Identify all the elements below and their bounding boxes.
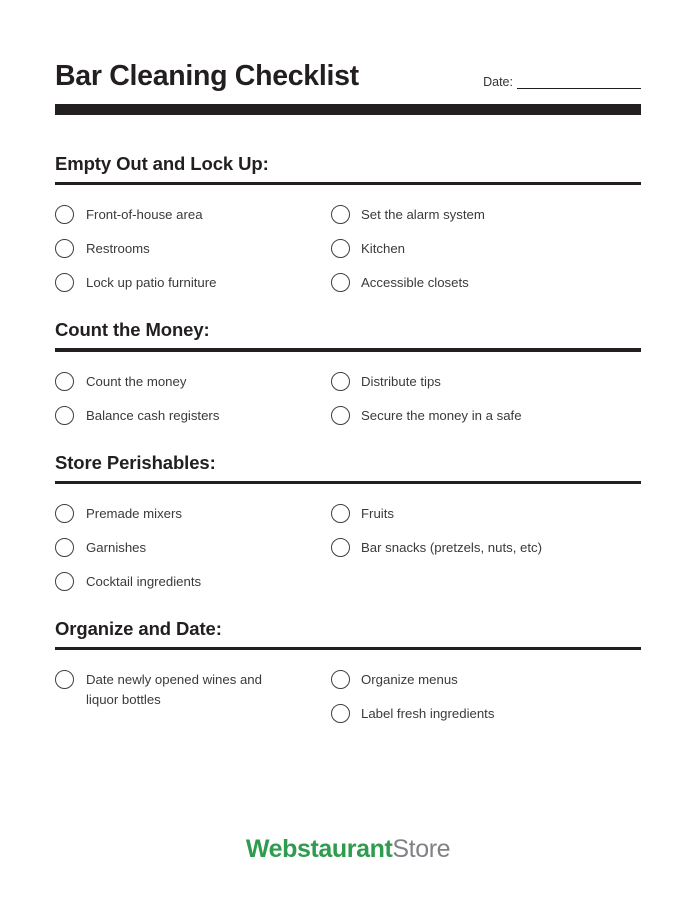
checkbox-circle-icon[interactable] [331, 504, 350, 523]
date-label: Date: [483, 75, 513, 90]
checklist-item[interactable] [55, 273, 331, 292]
section-body [55, 670, 641, 723]
sections-container [0, 153, 696, 724]
checklist-section [55, 618, 641, 723]
date-field-group [483, 76, 641, 92]
section-body [55, 504, 641, 591]
checklist-item[interactable] [55, 406, 331, 425]
checkbox-circle-icon[interactable] [331, 205, 350, 224]
checklist-item-label: Label fresh ingredients [361, 706, 495, 722]
checklist-item-label: Organize menus [361, 672, 458, 688]
checkbox-circle-icon[interactable] [55, 538, 74, 557]
checkbox-circle-icon[interactable] [55, 273, 74, 292]
section-title: Count the Money: [55, 319, 210, 341]
checklist-item[interactable] [331, 239, 641, 258]
checklist-item[interactable] [331, 205, 641, 224]
checklist-item[interactable] [331, 406, 641, 425]
logo-secondary-text: Store [392, 835, 451, 863]
checklist-item-label: Restrooms [86, 241, 150, 257]
checklist-item[interactable] [331, 538, 641, 558]
checklist-column-right [331, 205, 641, 292]
checklist-item-label: Secure the money in a safe [361, 407, 522, 423]
section-body [55, 205, 641, 292]
section-divider [55, 481, 641, 484]
checkbox-circle-icon[interactable] [331, 704, 350, 723]
checkbox-circle-icon[interactable] [331, 372, 350, 391]
section-divider [55, 182, 641, 185]
section-divider [55, 348, 641, 351]
checklist-item[interactable] [331, 273, 641, 292]
checkbox-circle-icon[interactable] [55, 572, 74, 591]
checkbox-circle-icon[interactable] [331, 406, 350, 425]
checklist-section [55, 452, 641, 591]
checklist-item[interactable] [331, 504, 641, 523]
section-divider [55, 647, 641, 650]
checkbox-circle-icon[interactable] [55, 504, 74, 523]
checklist-item[interactable] [331, 704, 641, 723]
checklist-column-left [55, 372, 331, 425]
checklist-item-label: Cocktail ingredients [86, 574, 202, 590]
checklist-item-label: Date newly opened wines and liquor bottles [86, 672, 262, 708]
checklist-item-label: Balance cash registers [86, 407, 220, 423]
checklist-item[interactable] [55, 572, 331, 591]
section-title: Store Perishables: [55, 451, 216, 473]
checklist-column-left [55, 205, 331, 292]
logo-primary-text: Webstaurant [245, 835, 393, 863]
checklist-column-right [331, 372, 641, 425]
checklist-section [55, 153, 641, 292]
checkbox-circle-icon[interactable] [55, 406, 74, 425]
section-title: Organize and Date: [55, 618, 222, 640]
document-footer [0, 837, 696, 862]
date-input-line[interactable] [517, 77, 641, 89]
checkbox-circle-icon[interactable] [55, 670, 74, 689]
checkbox-circle-icon[interactable] [331, 670, 350, 689]
checkbox-circle-icon[interactable] [331, 239, 350, 258]
checklist-item-label: Accessible closets [361, 275, 469, 291]
checklist-item-label: Fruits [361, 506, 394, 522]
checkbox-circle-icon[interactable] [55, 372, 74, 391]
checkbox-circle-icon[interactable] [331, 538, 350, 557]
checkbox-circle-icon[interactable] [55, 239, 74, 258]
checklist-item-label: Distribute tips [361, 373, 441, 389]
checklist-item[interactable] [55, 372, 331, 391]
checklist-item-label: Garnishes [86, 540, 147, 556]
checklist-item-label: Bar snacks (pretzels, nuts, etc) [361, 540, 543, 556]
checklist-item[interactable] [55, 504, 331, 523]
title-divider-bar [55, 104, 641, 115]
webstaurant-store-logo [246, 837, 450, 862]
checklist-item-label: Lock up patio furniture [86, 275, 217, 291]
checklist-item[interactable] [331, 670, 641, 689]
checklist-item[interactable] [55, 538, 331, 557]
checklist-item-label: Kitchen [361, 241, 405, 257]
checklist-column-left [55, 670, 331, 710]
header-row [55, 62, 641, 92]
checklist-item[interactable] [55, 205, 331, 224]
checkbox-circle-icon[interactable] [331, 273, 350, 292]
checklist-column-right [331, 504, 641, 558]
checkbox-circle-icon[interactable] [55, 205, 74, 224]
checklist-item-label: Premade mixers [86, 506, 183, 522]
checklist-item-label: Count the money [86, 373, 187, 389]
checklist-column-left [55, 504, 331, 591]
checklist-item-label: Set the alarm system [361, 207, 485, 223]
checklist-item-label: Front-of-house area [86, 207, 203, 223]
document-header [0, 0, 696, 92]
section-title: Empty Out and Lock Up: [55, 152, 269, 174]
page-title: Bar Cleaning Checklist [55, 60, 359, 92]
checklist-column-right [331, 670, 641, 723]
checklist-section [55, 319, 641, 424]
section-body [55, 372, 641, 425]
checklist-item[interactable] [55, 670, 331, 710]
checklist-item[interactable] [55, 239, 331, 258]
checklist-item[interactable] [331, 372, 641, 391]
